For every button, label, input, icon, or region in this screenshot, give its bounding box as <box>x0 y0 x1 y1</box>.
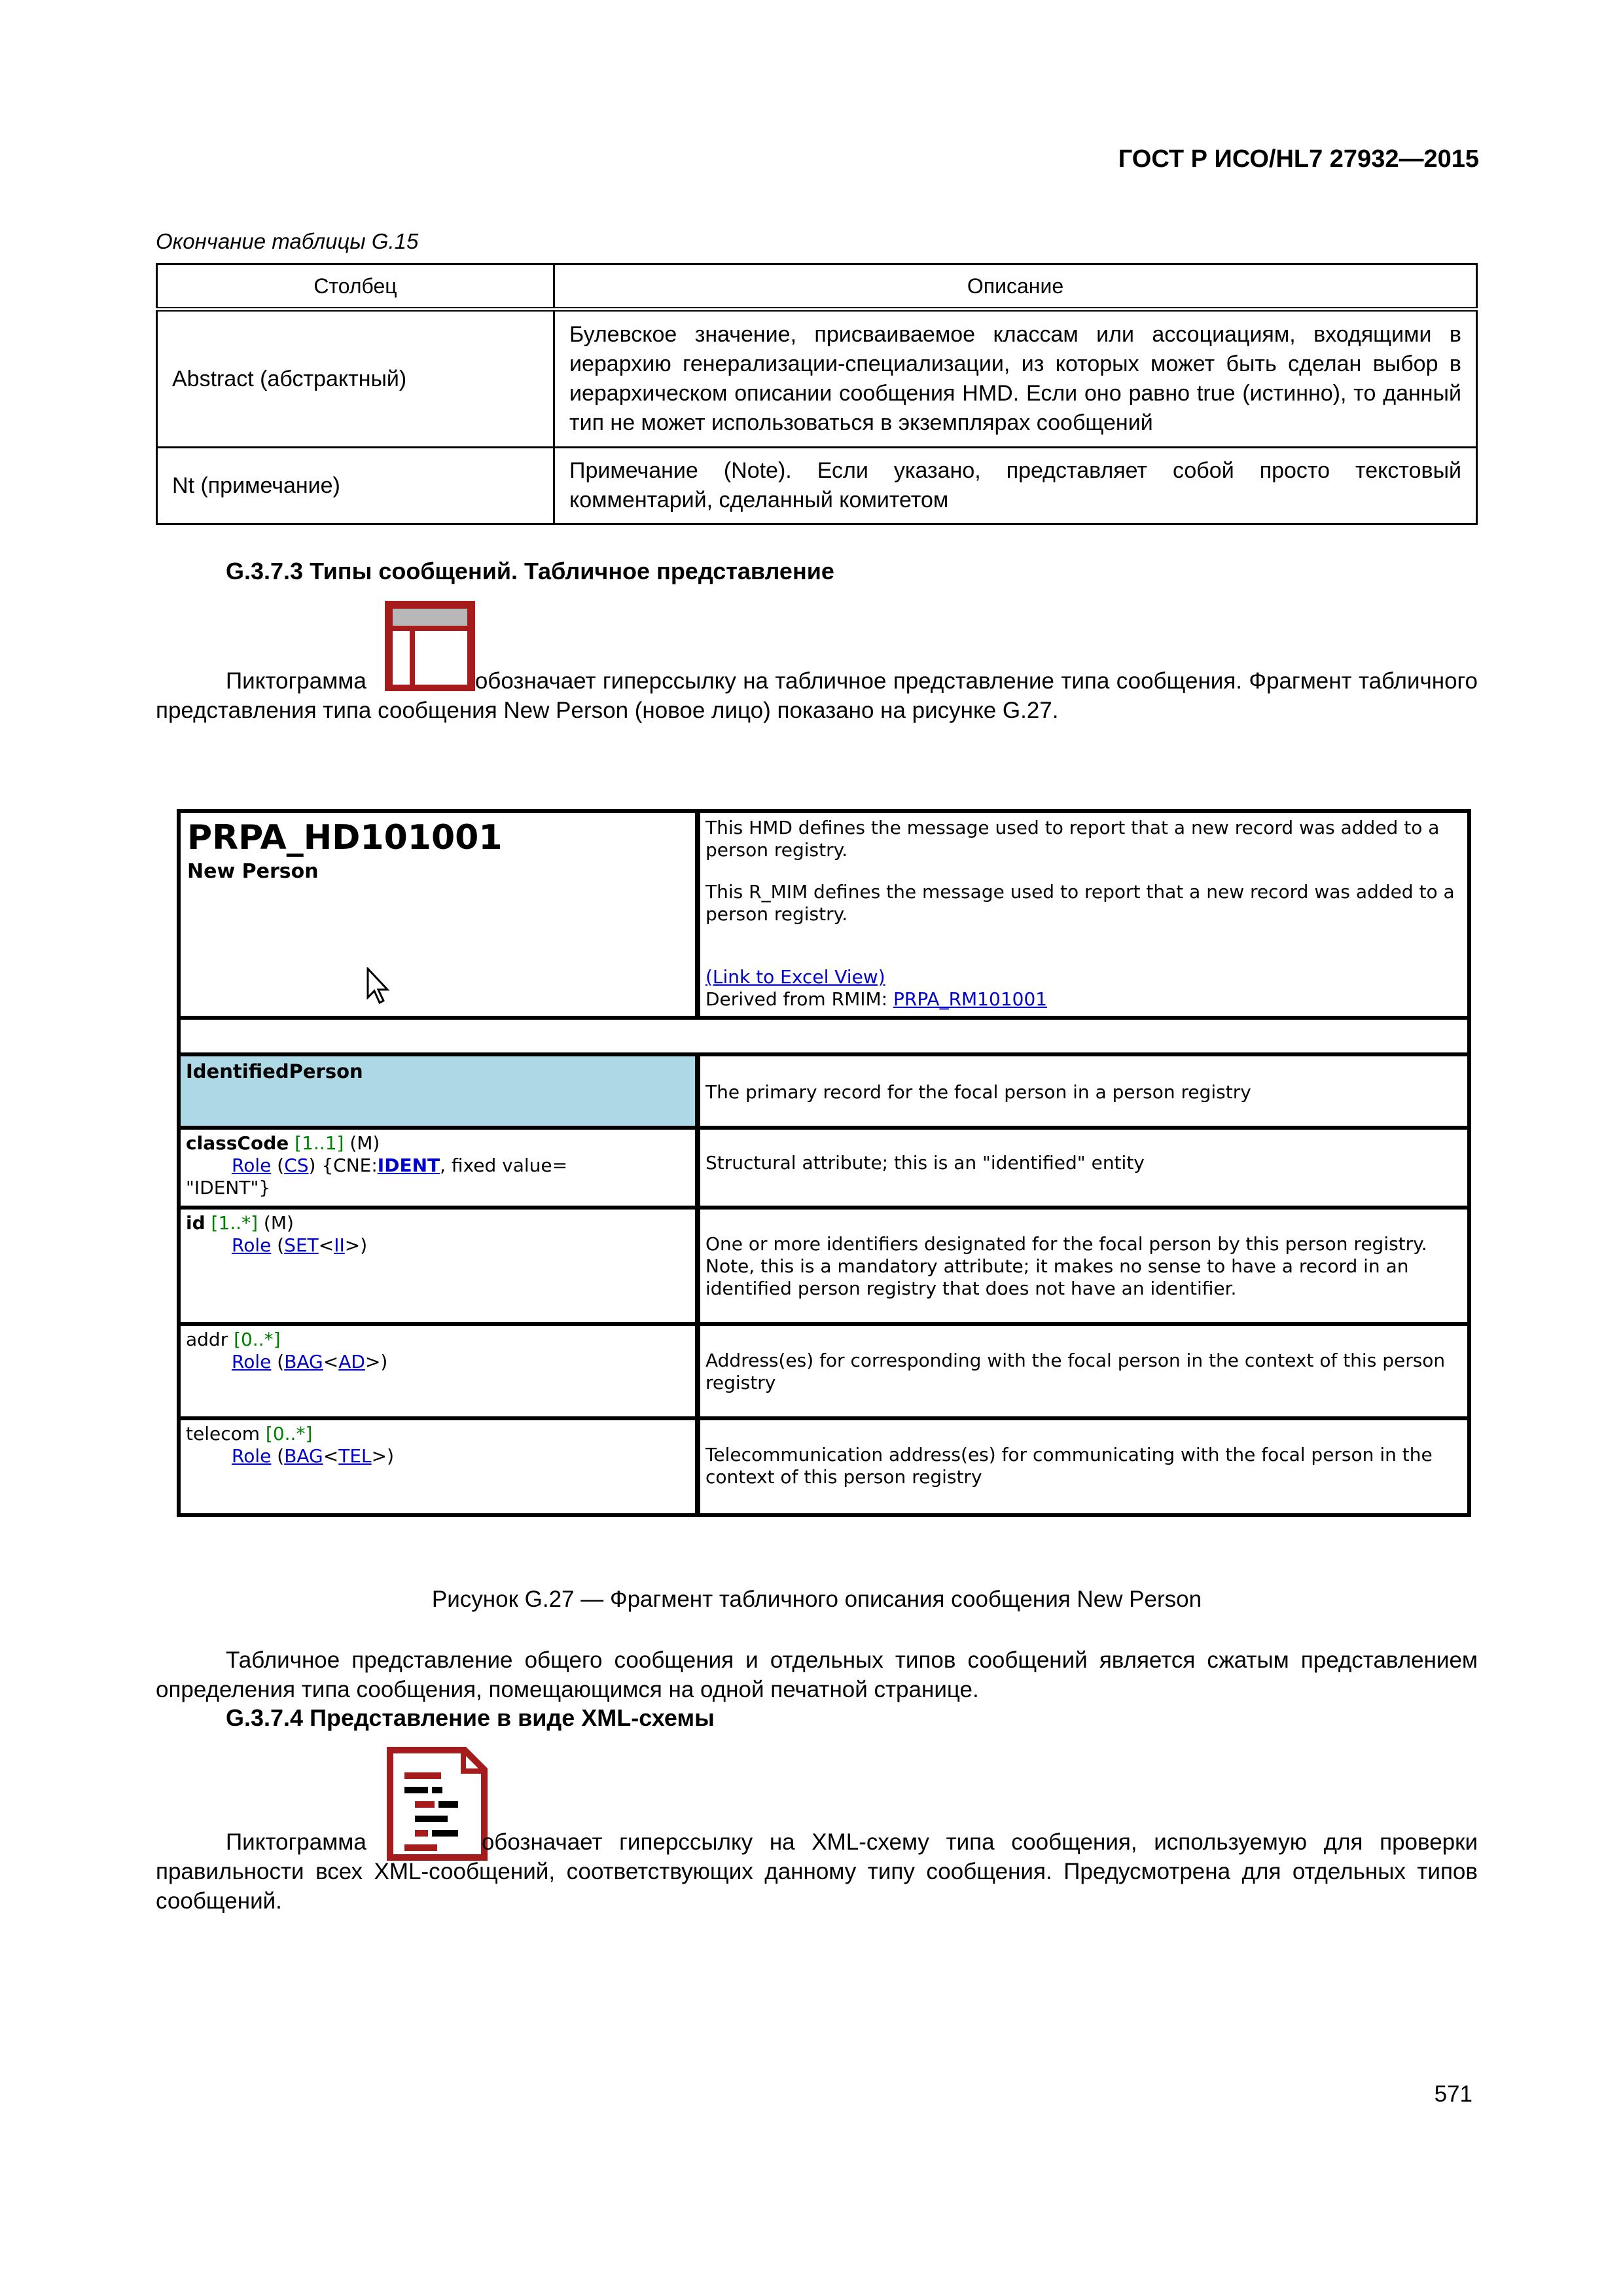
inner-datatype-link[interactable]: AD <box>338 1351 365 1372</box>
paren: ( <box>277 1234 285 1256</box>
attribute-cell <box>177 1416 700 1517</box>
table-cell-description: Примечание (Note). Если указано, представляет собой просто текстовый комментарий, сделанный комитетом <box>554 448 1477 524</box>
datatype-link[interactable]: BAG <box>284 1445 323 1467</box>
attribute-cardinality: [0..*] <box>265 1423 313 1444</box>
attribute-role-line <box>232 1445 394 1467</box>
attribute-description: Structural attribute; this is an "identified" entity <box>705 1152 1145 1174</box>
class-name: IdentifiedPerson <box>186 1060 363 1083</box>
mouse-pointer-icon <box>365 967 391 1007</box>
attribute-name: id <box>186 1212 205 1234</box>
paragraph-g374 <box>156 1827 1478 1916</box>
attribute-description: One or more identifiers designated for the focal person by this person registry. Note, this is a mandatory attribute; it makes no sense to have a record in an identified person registry that does not have an identifier. <box>705 1233 1427 1299</box>
column-header-description: Описание <box>554 264 1477 310</box>
attribute-cell <box>177 1126 700 1210</box>
role-link[interactable]: Role <box>232 1445 272 1467</box>
attribute-line <box>186 1423 312 1445</box>
table-cell-description: Булевское значение, присваиваемое классам или ассоциациям, входящими в иерархию генерализации-специализации, из которых может быть сделан выбор в иерархическом описании сообщения HMD. Если оно равно true (истинно), то данный тип не может использоваться в экземплярах сообщений <box>554 310 1477 448</box>
attribute-name: addr <box>186 1329 228 1350</box>
message-title-box <box>177 809 700 1020</box>
derived-label: Derived from RMIM: <box>705 988 893 1010</box>
table-row <box>157 448 1477 524</box>
spacer-row <box>177 1016 1471 1056</box>
attribute-line <box>186 1212 294 1234</box>
attributes-table <box>156 263 1478 525</box>
message-description-box <box>695 809 1471 1020</box>
attribute-description: Telecommunication address(es) for communicating with the focal person in the context of this person registry <box>705 1444 1433 1488</box>
inner-datatype-link[interactable]: TEL <box>338 1445 372 1467</box>
fixed-value-label: , fixed value= <box>440 1155 568 1176</box>
attribute-cardinality: [1..*] <box>211 1212 259 1234</box>
datatype-link[interactable]: SET <box>284 1234 319 1256</box>
role-link[interactable]: Role <box>232 1351 272 1372</box>
rmim-description: This R_MIM defines the message used to report that a new record was added to a person registry. <box>705 881 1455 925</box>
attribute-description-cell <box>695 1322 1471 1420</box>
angle: < <box>318 1234 334 1256</box>
table-cell-column: Nt (примечание) <box>157 448 554 524</box>
angle: >) <box>371 1445 395 1467</box>
datatype-link[interactable]: CS <box>284 1155 309 1176</box>
attribute-cardinality: [0..*] <box>234 1329 281 1350</box>
paren: ( <box>277 1155 285 1176</box>
paragraph-text: обозначает гиперссылку на XML-схему типа сообщения, используемую для проверки правильности всех XML-сообщений, соответствующих данному типу сообщения. Предусмотрена для отдельных типов сообщений. <box>156 1829 1478 1914</box>
page-number: 571 <box>1434 2081 1472 2107</box>
paren: ( <box>277 1351 285 1372</box>
attribute-description-cell <box>695 1206 1471 1326</box>
paragraph-text: обозначает гиперссылку на табличное представление типа сообщения. Фрагмент табличного представления типа сообщения New Person (новое лицо) показано на рисунке G.27. <box>156 668 1478 723</box>
class-description: The primary record for the focal person in a person registry <box>705 1081 1251 1103</box>
attribute-cardinality: [1..1] <box>294 1132 344 1154</box>
attribute-role-line <box>232 1351 387 1373</box>
attribute-name: classCode <box>186 1132 289 1154</box>
attribute-description-cell <box>695 1416 1471 1517</box>
attribute-role-line <box>232 1234 367 1257</box>
attribute-flag: (M) <box>263 1212 294 1234</box>
role-link[interactable]: Role <box>232 1234 272 1256</box>
class-description-cell <box>695 1052 1471 1130</box>
paragraph-after-figure: Табличное представление общего сообщения и отдельных типов сообщений является сжатым представлением определения типа сообщения, помещающимся на одной печатной странице. <box>156 1647 1478 1702</box>
rmim-link[interactable]: PRPA_RM101001 <box>893 988 1048 1010</box>
attribute-cell <box>177 1206 700 1326</box>
table-header-row <box>157 264 1477 310</box>
section-heading-g373: G.3.7.3 Типы сообщений. Табличное представление <box>226 558 834 584</box>
paren: ( <box>277 1445 285 1467</box>
excel-link-row <box>705 966 885 988</box>
datatype-link[interactable]: BAG <box>284 1351 323 1372</box>
attribute-line <box>186 1329 281 1351</box>
angle: >) <box>365 1351 388 1372</box>
derived-from-row <box>705 988 1047 1011</box>
angle: < <box>323 1351 339 1372</box>
paragraph-g373 <box>156 666 1478 725</box>
attribute-description-cell <box>695 1126 1471 1210</box>
attribute-line <box>186 1132 696 1155</box>
column-header-column: Столбец <box>157 264 554 310</box>
pictogram-word: Пиктограмма <box>226 1829 366 1855</box>
angle: >) <box>344 1234 368 1256</box>
excel-view-link[interactable]: (Link to Excel View) <box>705 966 885 988</box>
class-name-cell <box>177 1052 700 1130</box>
attribute-flag: (M) <box>349 1132 380 1154</box>
pictogram-word: Пиктограмма <box>226 668 366 694</box>
hmd-description: This HMD defines the message used to report that a new record was added to a person registry. <box>705 817 1440 861</box>
attribute-description: Address(es) for corresponding with the focal person in the context of this person registry <box>705 1350 1446 1393</box>
vocab-prefix: {CNE: <box>315 1155 378 1176</box>
fixed-value: "IDENT"} <box>186 1177 271 1198</box>
section-heading-g374: G.3.7.4 Представление в виде XML-схемы <box>226 1704 715 1731</box>
document-number: ГОСТ Р ИСО/HL7 27932—2015 <box>1118 145 1479 173</box>
paren: ) <box>308 1155 316 1176</box>
attribute-name: telecom <box>186 1423 260 1444</box>
table-row <box>157 310 1477 448</box>
figure-caption: Рисунок G.27 — Фрагмент табличного описания сообщения New Person <box>431 1587 1202 1612</box>
message-id-title: PRPA_HD101001 <box>187 818 503 857</box>
table-continuation-label: Окончание таблицы G.15 <box>156 229 419 253</box>
attribute-cell <box>177 1322 700 1420</box>
message-subtitle: New Person <box>187 860 319 883</box>
attribute-role-line <box>232 1155 703 1177</box>
role-link[interactable]: Role <box>232 1155 272 1176</box>
table-cell-column: Abstract (абстрактный) <box>157 310 554 448</box>
inner-datatype-link[interactable]: II <box>334 1234 345 1256</box>
vocab-link[interactable]: IDENT <box>377 1155 440 1176</box>
angle: < <box>323 1445 339 1467</box>
figure-g27 <box>177 809 1471 1517</box>
